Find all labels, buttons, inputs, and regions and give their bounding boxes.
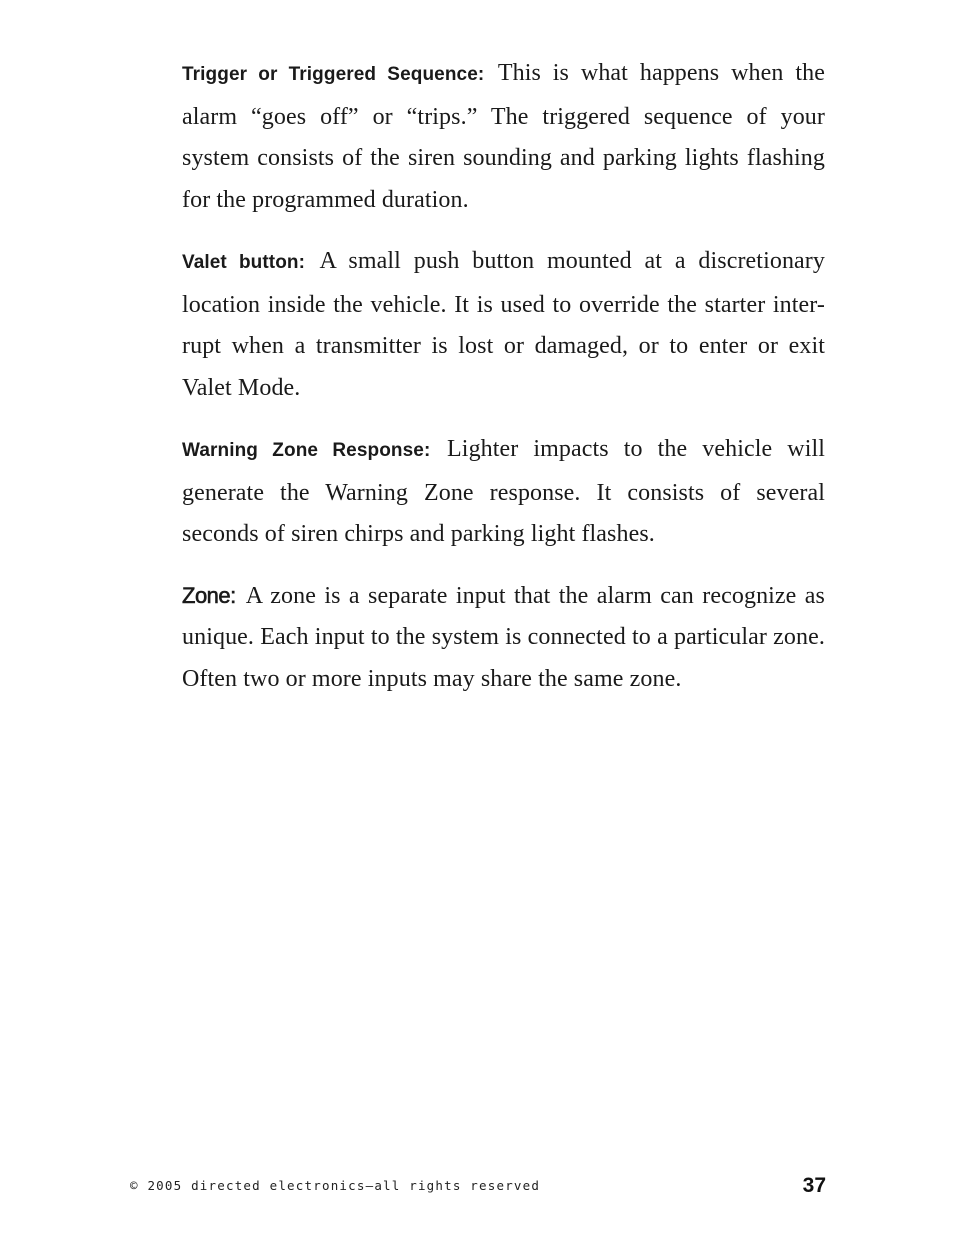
glossary-entry-valet-button <box>182 240 825 408</box>
glossary-term: Zone: <box>182 582 236 608</box>
glossary-term: Valet button: <box>182 252 306 273</box>
glossary-term: Trigger or Triggered Sequence: <box>182 64 485 85</box>
glossary-definition: A small push button mounted at a discretionary location inside the vehicle. It is used to override the starter inter-rupt when a transmitter is lost or damaged, or to enter or exit Valet Mode. <box>182 248 825 401</box>
glossary-definition: Lighter impacts to the vehicle will generate the Warning Zone response. It consists of several seconds of siren chirps and parking light flashes. <box>182 436 826 547</box>
glossary-entry-zone <box>182 575 825 700</box>
glossary-definition: A zone is a separate input that the alarm can recognize as unique. Each input to the system is connected to a particular zone. Often two or more inputs may share the same zone. <box>182 582 825 692</box>
glossary-definition: This is what happens when the alarm “goes off” or “trips.” The triggered sequence of your system consists of the siren sounding and parking lights flashing for the programmed duration. <box>182 60 825 213</box>
page-number: 37 <box>802 1174 826 1197</box>
glossary-content <box>182 52 825 719</box>
glossary-entry-trigger <box>182 52 825 220</box>
glossary-entry-warning-zone-response <box>182 428 825 555</box>
footer-copyright: © 2005 directed electronics—all rights reserved <box>130 1178 541 1193</box>
glossary-term: Warning Zone Response: <box>182 440 431 461</box>
